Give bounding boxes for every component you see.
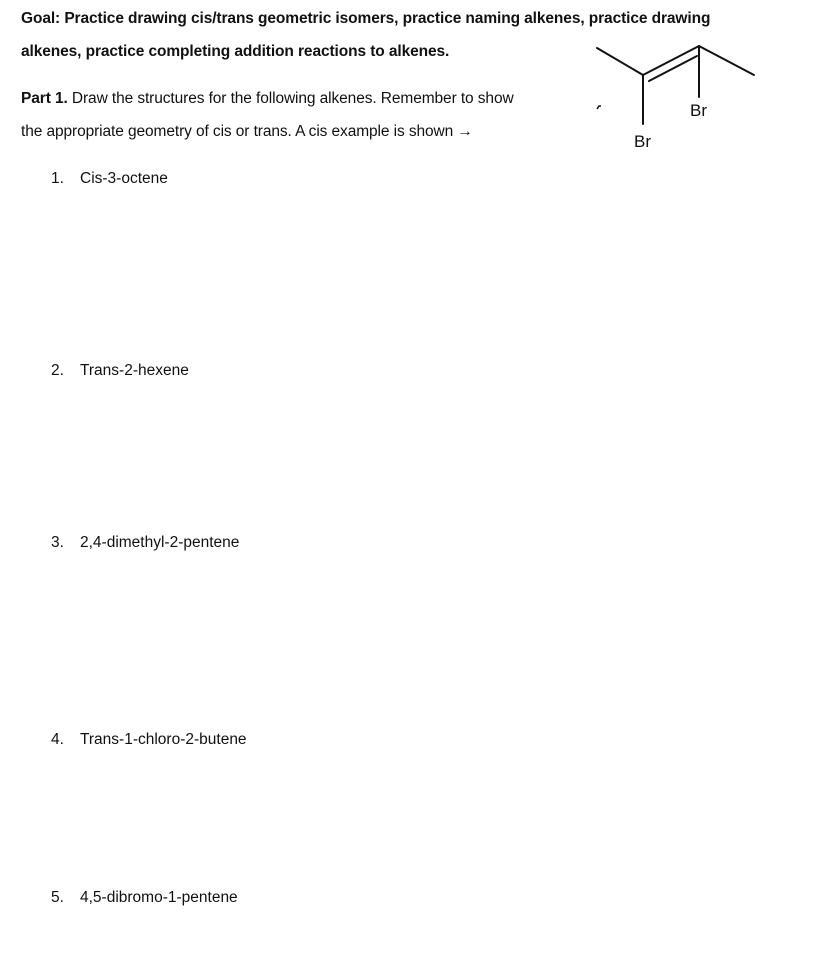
item-name: Trans-2-hexene [80, 362, 189, 379]
part1-instruction: Draw the structures for the following alkenes. Remember to show [67, 90, 514, 107]
item-number: 5. [51, 889, 64, 906]
item-number: 4. [51, 731, 64, 748]
list-item-3 [51, 534, 239, 552]
list-item-2 [51, 362, 189, 380]
cis-example-molecule [585, 40, 765, 165]
goal-line-2: alkenes, practice completing addition reactions to alkenes. [21, 43, 450, 60]
item-name: 4,5-dibromo-1-pentene [80, 889, 238, 906]
item-number: 1. [51, 170, 64, 187]
part1-line-1 [21, 90, 514, 108]
bond-left-methyl [597, 48, 643, 75]
bond-right-methyl [699, 46, 754, 75]
list-item-4 [51, 731, 247, 749]
list-item-1 [51, 170, 168, 188]
item-name: Trans-1-chloro-2-butene [80, 731, 247, 748]
part1-line-2: the appropriate geometry of cis or trans. A cis example is shown → [21, 123, 473, 140]
item-name: 2,4-dimethyl-2-pentene [80, 534, 240, 551]
list-item-5 [51, 889, 238, 907]
item-number: 3. [51, 534, 64, 551]
stray-mark [597, 106, 601, 109]
item-number: 2. [51, 362, 64, 379]
item-name: Cis-3-octene [80, 170, 168, 187]
part1-label: Part 1. [21, 90, 68, 107]
goal-line-1: Goal: Practice drawing cis/trans geometric isomers, practice naming alkenes, practice drawing [21, 10, 711, 27]
br-label-right: Br [690, 101, 707, 120]
br-label-left: Br [634, 132, 651, 151]
